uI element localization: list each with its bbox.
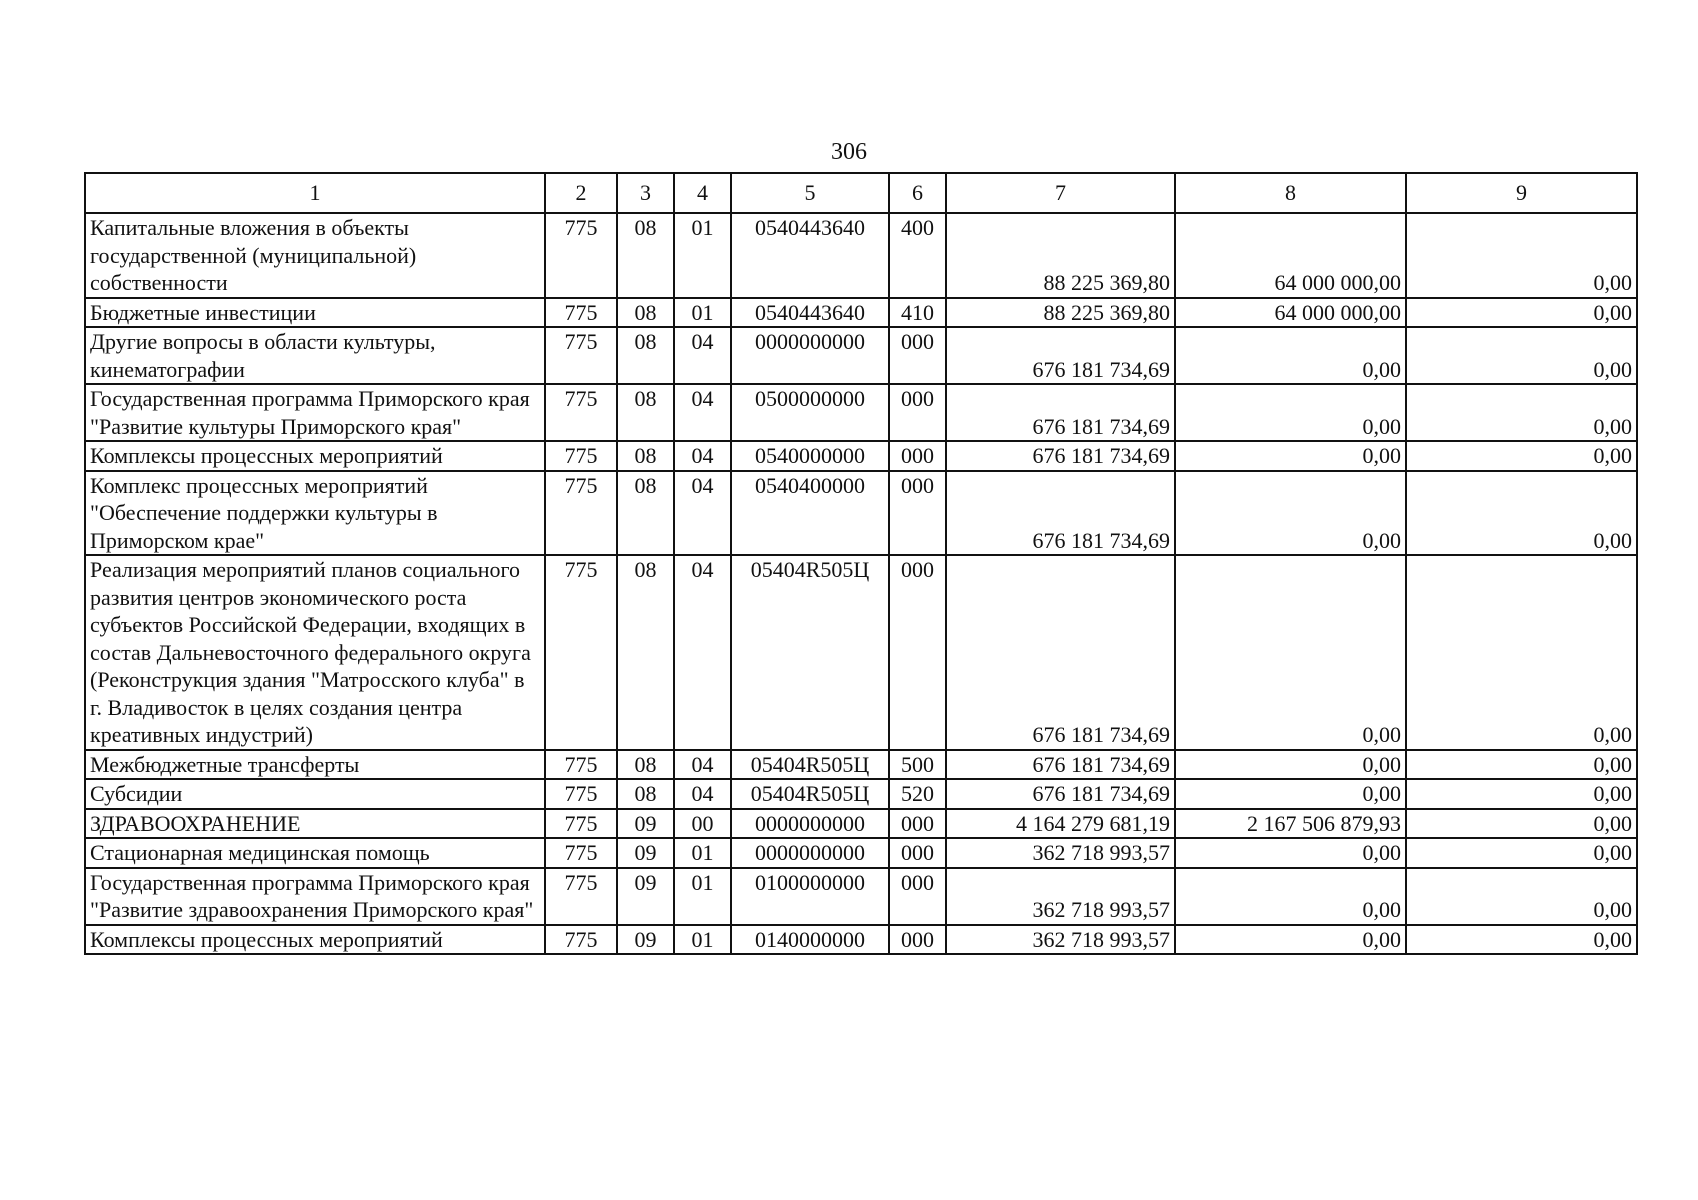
amount-col9: 0,00 (1406, 555, 1637, 750)
ministry-code: 775 (545, 809, 617, 839)
table-row (85, 213, 1637, 298)
table-row (85, 809, 1637, 839)
column-header: 3 (617, 173, 674, 213)
ministry-code: 775 (545, 441, 617, 471)
expense-type-code: 500 (889, 750, 946, 780)
column-header: 6 (889, 173, 946, 213)
row-name: Комплекс процессных мероприятий "Обеспечение поддержки культуры в Приморском крае" (85, 471, 545, 556)
amount-col9: 0,00 (1406, 327, 1637, 384)
section-code: 08 (617, 384, 674, 441)
target-article-code: 0000000000 (731, 809, 889, 839)
amount-col7: 676 181 734,69 (946, 779, 1175, 809)
expense-type-code: 000 (889, 838, 946, 868)
amount-col7: 88 225 369,80 (946, 298, 1175, 328)
amount-col9: 0,00 (1406, 213, 1637, 298)
section-code: 09 (617, 838, 674, 868)
ministry-code: 775 (545, 925, 617, 955)
expense-type-code: 000 (889, 868, 946, 925)
expense-type-code: 000 (889, 555, 946, 750)
expense-type-code: 000 (889, 809, 946, 839)
ministry-code: 775 (545, 868, 617, 925)
subsection-code: 04 (674, 555, 731, 750)
subsection-code: 04 (674, 750, 731, 780)
amount-col7: 362 718 993,57 (946, 838, 1175, 868)
target-article-code: 0100000000 (731, 868, 889, 925)
subsection-code: 01 (674, 213, 731, 298)
ministry-code: 775 (545, 471, 617, 556)
subsection-code: 04 (674, 327, 731, 384)
expense-type-code: 000 (889, 384, 946, 441)
table-row (85, 868, 1637, 925)
expense-type-code: 000 (889, 441, 946, 471)
budget-table (84, 172, 1638, 955)
row-name: Капитальные вложения в объекты государственной (муниципальной) собственности (85, 213, 545, 298)
amount-col8: 0,00 (1175, 838, 1406, 868)
table-row (85, 750, 1637, 780)
expense-type-code: 000 (889, 471, 946, 556)
expense-type-code: 410 (889, 298, 946, 328)
target-article-code: 05404R505Ц (731, 779, 889, 809)
target-article-code: 05404R505Ц (731, 750, 889, 780)
amount-col9: 0,00 (1406, 750, 1637, 780)
amount-col7: 676 181 734,69 (946, 555, 1175, 750)
subsection-code: 04 (674, 441, 731, 471)
amount-col8: 0,00 (1175, 750, 1406, 780)
ministry-code: 775 (545, 779, 617, 809)
amount-col9: 0,00 (1406, 471, 1637, 556)
row-name: Государственная программа Приморского края "Развитие культуры Приморского края" (85, 384, 545, 441)
amount-col9: 0,00 (1406, 441, 1637, 471)
amount-col7: 676 181 734,69 (946, 750, 1175, 780)
amount-col9: 0,00 (1406, 925, 1637, 955)
amount-col8: 0,00 (1175, 868, 1406, 925)
amount-col9: 0,00 (1406, 868, 1637, 925)
target-article-code: 0540000000 (731, 441, 889, 471)
table-row (85, 555, 1637, 750)
target-article-code: 0000000000 (731, 838, 889, 868)
section-code: 08 (617, 471, 674, 556)
amount-col8: 0,00 (1175, 925, 1406, 955)
amount-col9: 0,00 (1406, 384, 1637, 441)
row-name: Стационарная медицинская помощь (85, 838, 545, 868)
row-name: Государственная программа Приморского края "Развитие здравоохранения Приморского края" (85, 868, 545, 925)
subsection-code: 04 (674, 471, 731, 556)
subsection-code: 01 (674, 298, 731, 328)
section-code: 08 (617, 779, 674, 809)
ministry-code: 775 (545, 327, 617, 384)
table-row (85, 779, 1637, 809)
target-article-code: 0140000000 (731, 925, 889, 955)
target-article-code: 0500000000 (731, 384, 889, 441)
amount-col8: 0,00 (1175, 441, 1406, 471)
amount-col9: 0,00 (1406, 779, 1637, 809)
ministry-code: 775 (545, 298, 617, 328)
column-header: 4 (674, 173, 731, 213)
table-row (85, 925, 1637, 955)
row-name: Бюджетные инвестиции (85, 298, 545, 328)
target-article-code: 0540400000 (731, 471, 889, 556)
section-code: 08 (617, 298, 674, 328)
subsection-code: 00 (674, 809, 731, 839)
ministry-code: 775 (545, 384, 617, 441)
column-header: 5 (731, 173, 889, 213)
subsection-code: 04 (674, 384, 731, 441)
row-name: Субсидии (85, 779, 545, 809)
row-name: Межбюджетные трансферты (85, 750, 545, 780)
amount-col8: 0,00 (1175, 384, 1406, 441)
amount-col7: 362 718 993,57 (946, 925, 1175, 955)
subsection-code: 01 (674, 925, 731, 955)
row-name: Комплексы процессных мероприятий (85, 441, 545, 471)
ministry-code: 775 (545, 555, 617, 750)
expense-type-code: 520 (889, 779, 946, 809)
section-code: 08 (617, 441, 674, 471)
amount-col7: 676 181 734,69 (946, 471, 1175, 556)
amount-col7: 676 181 734,69 (946, 384, 1175, 441)
table-row (85, 838, 1637, 868)
column-header: 7 (946, 173, 1175, 213)
amount-col7: 676 181 734,69 (946, 327, 1175, 384)
amount-col7: 362 718 993,57 (946, 868, 1175, 925)
amount-col8: 64 000 000,00 (1175, 213, 1406, 298)
amount-col8: 0,00 (1175, 555, 1406, 750)
expense-type-code: 000 (889, 925, 946, 955)
subsection-code: 04 (674, 779, 731, 809)
target-article-code: 0000000000 (731, 327, 889, 384)
column-header: 8 (1175, 173, 1406, 213)
column-header: 2 (545, 173, 617, 213)
amount-col9: 0,00 (1406, 809, 1637, 839)
table-row (85, 441, 1637, 471)
section-code: 08 (617, 213, 674, 298)
amount-col7: 88 225 369,80 (946, 213, 1175, 298)
section-code: 09 (617, 868, 674, 925)
ministry-code: 775 (545, 213, 617, 298)
expense-type-code: 400 (889, 213, 946, 298)
row-name: Другие вопросы в области культуры, кинематографии (85, 327, 545, 384)
column-header: 9 (1406, 173, 1637, 213)
amount-col8: 64 000 000,00 (1175, 298, 1406, 328)
amount-col9: 0,00 (1406, 838, 1637, 868)
expense-type-code: 000 (889, 327, 946, 384)
section-code: 08 (617, 750, 674, 780)
row-name: Реализация мероприятий планов социального развития центров экономического роста субъектов Российской Федерации, входящих в состав Дальневосточного федерального округа (Реконструкция здания "Матросского клуба" в г. Владивосток в целях создания центра креативных индустрий) (85, 555, 545, 750)
amount-col9: 0,00 (1406, 298, 1637, 328)
amount-col8: 0,00 (1175, 471, 1406, 556)
table-row (85, 471, 1637, 556)
amount-col7: 676 181 734,69 (946, 441, 1175, 471)
target-article-code: 0540443640 (731, 213, 889, 298)
column-header: 1 (85, 173, 545, 213)
ministry-code: 775 (545, 750, 617, 780)
section-code: 08 (617, 327, 674, 384)
page-number: 306 (831, 139, 867, 165)
subsection-code: 01 (674, 868, 731, 925)
subsection-code: 01 (674, 838, 731, 868)
amount-col7: 4 164 279 681,19 (946, 809, 1175, 839)
amount-col8: 0,00 (1175, 327, 1406, 384)
table-row (85, 384, 1637, 441)
table-row (85, 298, 1637, 328)
amount-col8: 2 167 506 879,93 (1175, 809, 1406, 839)
row-name: ЗДРАВООХРАНЕНИЕ (85, 809, 545, 839)
section-code: 09 (617, 925, 674, 955)
ministry-code: 775 (545, 838, 617, 868)
target-article-code: 05404R505Ц (731, 555, 889, 750)
table-row (85, 327, 1637, 384)
target-article-code: 0540443640 (731, 298, 889, 328)
row-name: Комплексы процессных мероприятий (85, 925, 545, 955)
table-header-row (85, 173, 1637, 213)
amount-col8: 0,00 (1175, 779, 1406, 809)
section-code: 09 (617, 809, 674, 839)
section-code: 08 (617, 555, 674, 750)
